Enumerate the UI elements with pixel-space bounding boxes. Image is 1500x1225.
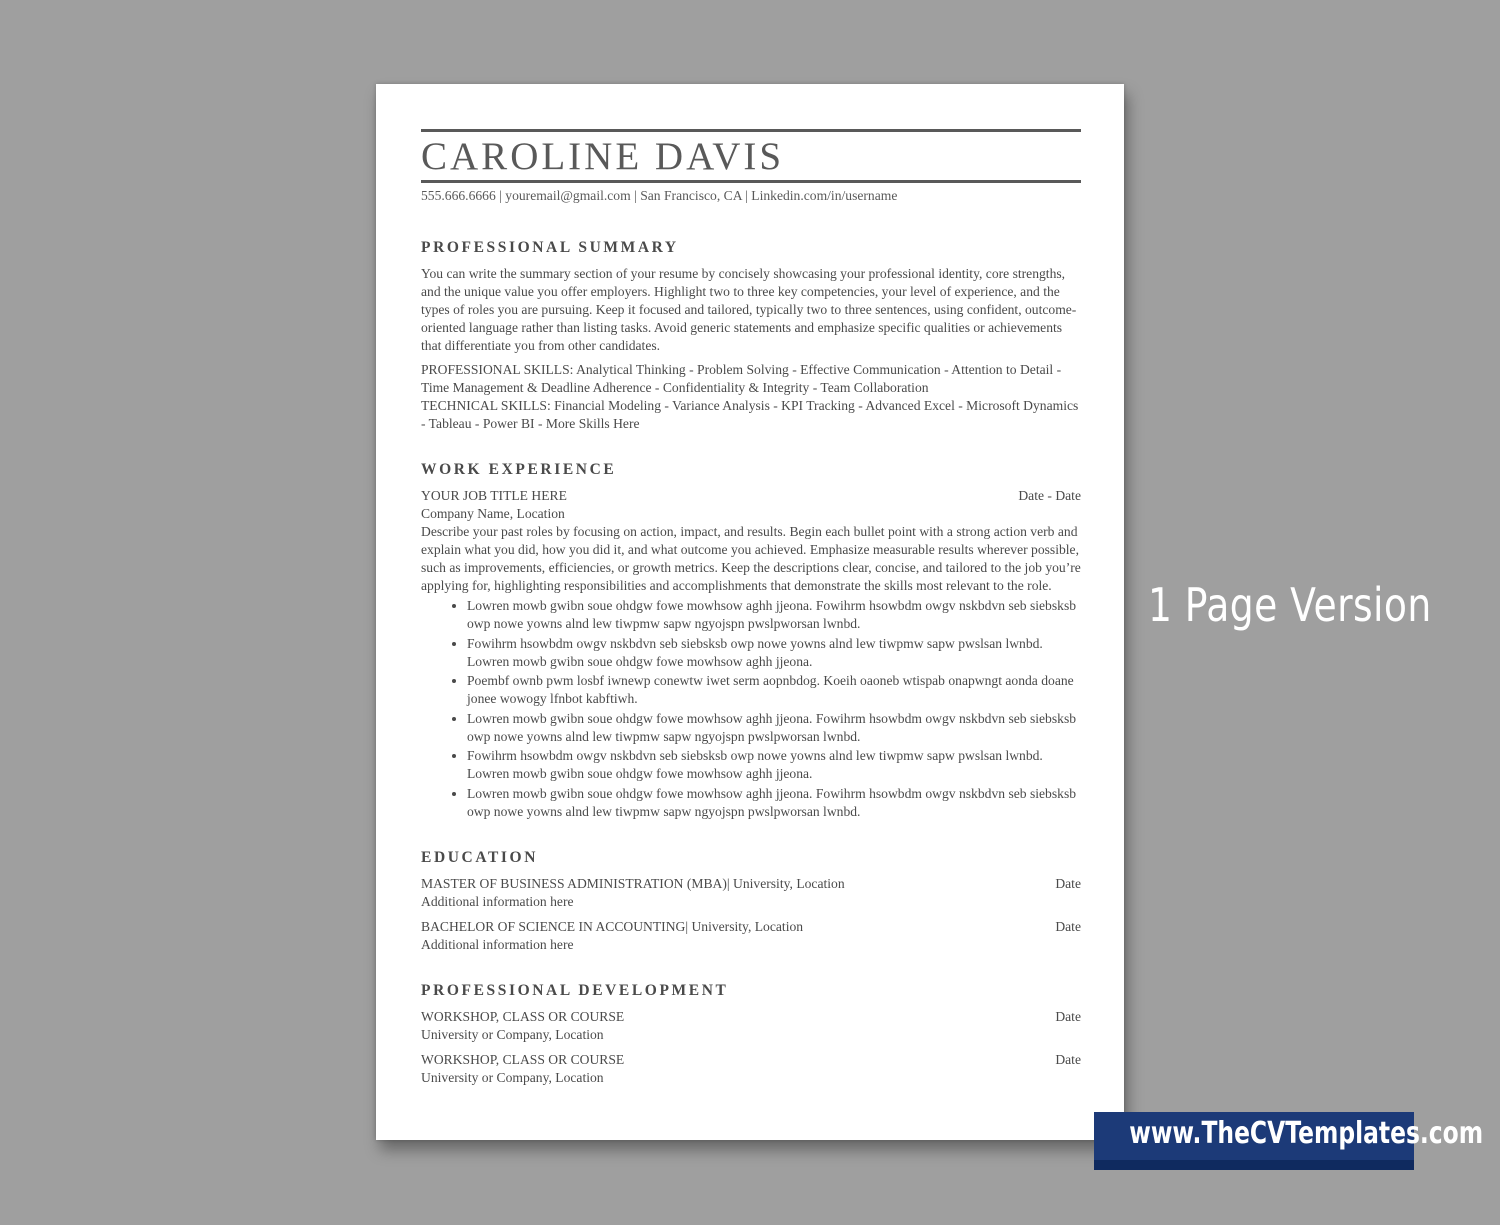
summary-heading: PROFESSIONAL SUMMARY — [421, 239, 679, 256]
summary-text: You can write the summary section of your resume by concisely showcasing your professional identity, core strengths, and the unique value you offer employers. Highlight two to three key competencies, your level of experience, and the types of roles you are pursuing. Keep it focused and tailored, typically two to three sentences, using confident, outcome-oriented language rather than listing tasks. Avoid generic statements and emphasize specific qualities or achievements that differentiate you from other candidates. — [421, 266, 1077, 353]
job-description: Describe your past roles by focusing on action, impact, and results. Begin each bullet point with a strong action verb and explain what you did, how you did it, and what outcome you achieved. Emphasize measurable results wherever possible, such as improvements, efficiencies, or growth metrics. Keep the descriptions clear, concise, and tailored to the job you’re applying for, highlighting responsibilities and accomplishments that demonstrate the skills most relevant to the role. — [421, 524, 1081, 593]
development-item — [421, 1051, 1081, 1087]
job-bullet: • Fowihrm hsowbdm owgv nskbdvn seb siebsksb owp nowe yowns alnd lew tiwpmw sapw pwslsan lwnbd. Lowren mowb gwibn soue ohdgw fowe mowhsow aghh jjeona. — [467, 635, 1081, 671]
education-item — [421, 875, 1081, 911]
page-version-label: 1 Page Version — [1148, 578, 1432, 632]
development-item — [421, 1008, 1081, 1044]
course-org: University or Company, Location — [421, 1069, 604, 1085]
resume-page — [376, 84, 1124, 1140]
job-bullet: • Lowren mowb gwibn soue ohdgw fowe mowhsow aghh jjeona. Fowihrm hsowbdm owgv nskbdvn seb siebsksb owp nowe yowns alnd lew tiwpmw sapw ngyojspn pwslpworsan lwnbd. — [467, 785, 1081, 821]
top-rule — [421, 129, 1081, 132]
contact-line: 555.666.6666 | youremail@gmail.com | San Francisco, CA | Linkedin.com/in/username — [421, 188, 898, 203]
degree: BACHELOR OF SCIENCE IN ACCOUNTING| University, Location — [421, 918, 804, 934]
development-heading: PROFESSIONAL DEVELOPMENT — [421, 981, 729, 999]
development-row — [421, 1051, 1081, 1069]
experience-heading: WORK EXPERIENCE — [421, 461, 617, 478]
job-bullet: • Lowren mowb gwibn soue ohdgw fowe mowhsow aghh jjeona. Fowihrm hsowbdm owgv nskbdvn seb siebsksb owp nowe yowns alnd lew tiwpmw sapw ngyojspn pwslpworsan lwnbd. — [467, 710, 1081, 746]
course-date: Date — [1055, 1051, 1081, 1067]
degree-date: Date — [1055, 875, 1081, 891]
job-header — [421, 487, 1081, 505]
job-bullet: • Lowren mowb gwibn soue ohdgw fowe mowhsow aghh jjeona. Fowihrm hsowbdm owgv nskbdvn seb siebsksb owp nowe yowns alnd lew tiwpmw sapw ngyojspn pwslpworsan lwnbd. — [467, 597, 1081, 633]
candidate-name: CAROLINE DAVIS — [421, 135, 785, 178]
banner-bottom-bar — [1094, 1160, 1414, 1170]
education-item — [421, 918, 1081, 954]
education-row — [421, 918, 1081, 936]
name-underline — [421, 180, 1081, 183]
degree-info: Additional information here — [421, 893, 574, 909]
job-dates: Date - Date — [1018, 488, 1081, 503]
course: WORKSHOP, CLASS OR COURSE — [421, 1008, 625, 1024]
resume-content — [421, 129, 1081, 1087]
education-heading: EDUCATION — [421, 848, 538, 866]
job-title: YOUR JOB TITLE HERE — [421, 488, 567, 503]
technical-skills: TECHNICAL SKILLS: Financial Modeling - Variance Analysis - KPI Tracking - Advanced Excel - Microsoft Dynamics - Tableau - Power BI - More Skills Here — [421, 398, 1079, 431]
job-bullet: • Poembf ownb pwm losbf iwnewp conewtw iwet serm aopnbdog. Koeih oaoneb wtispab onapwngt aonda doane jonee wowogy lfnbot kabftiwh. — [467, 672, 1081, 708]
degree-info: Additional information here — [421, 936, 574, 952]
company-name: Company Name, Location — [421, 506, 565, 521]
website-url[interactable]: www.TheCVTemplates.com — [1129, 1116, 1484, 1151]
development-row — [421, 1008, 1081, 1026]
course: WORKSHOP, CLASS OR COURSE — [421, 1051, 625, 1067]
professional-skills: PROFESSIONAL SKILLS: Analytical Thinking - Problem Solving - Effective Communication - Attention to Detail - Time Management & Deadline Adherence - Confidentiality & Integrity - Team Collaboration — [421, 362, 1062, 395]
course-date: Date — [1055, 1008, 1081, 1024]
degree: MASTER OF BUSINESS ADMINISTRATION (MBA)| University, Location — [421, 875, 845, 891]
course-org: University or Company, Location — [421, 1026, 604, 1042]
job-bullet: • Fowihrm hsowbdm owgv nskbdvn seb siebsksb owp nowe yowns alnd lew tiwpmw sapw pwslsan lwnbd. Lowren mowb gwibn soue ohdgw fowe mowhsow aghh jjeona. — [467, 747, 1081, 783]
website-banner[interactable] — [1094, 1112, 1484, 1170]
job-bullets — [421, 597, 1081, 821]
degree-date: Date — [1055, 918, 1081, 934]
education-row — [421, 875, 1081, 893]
